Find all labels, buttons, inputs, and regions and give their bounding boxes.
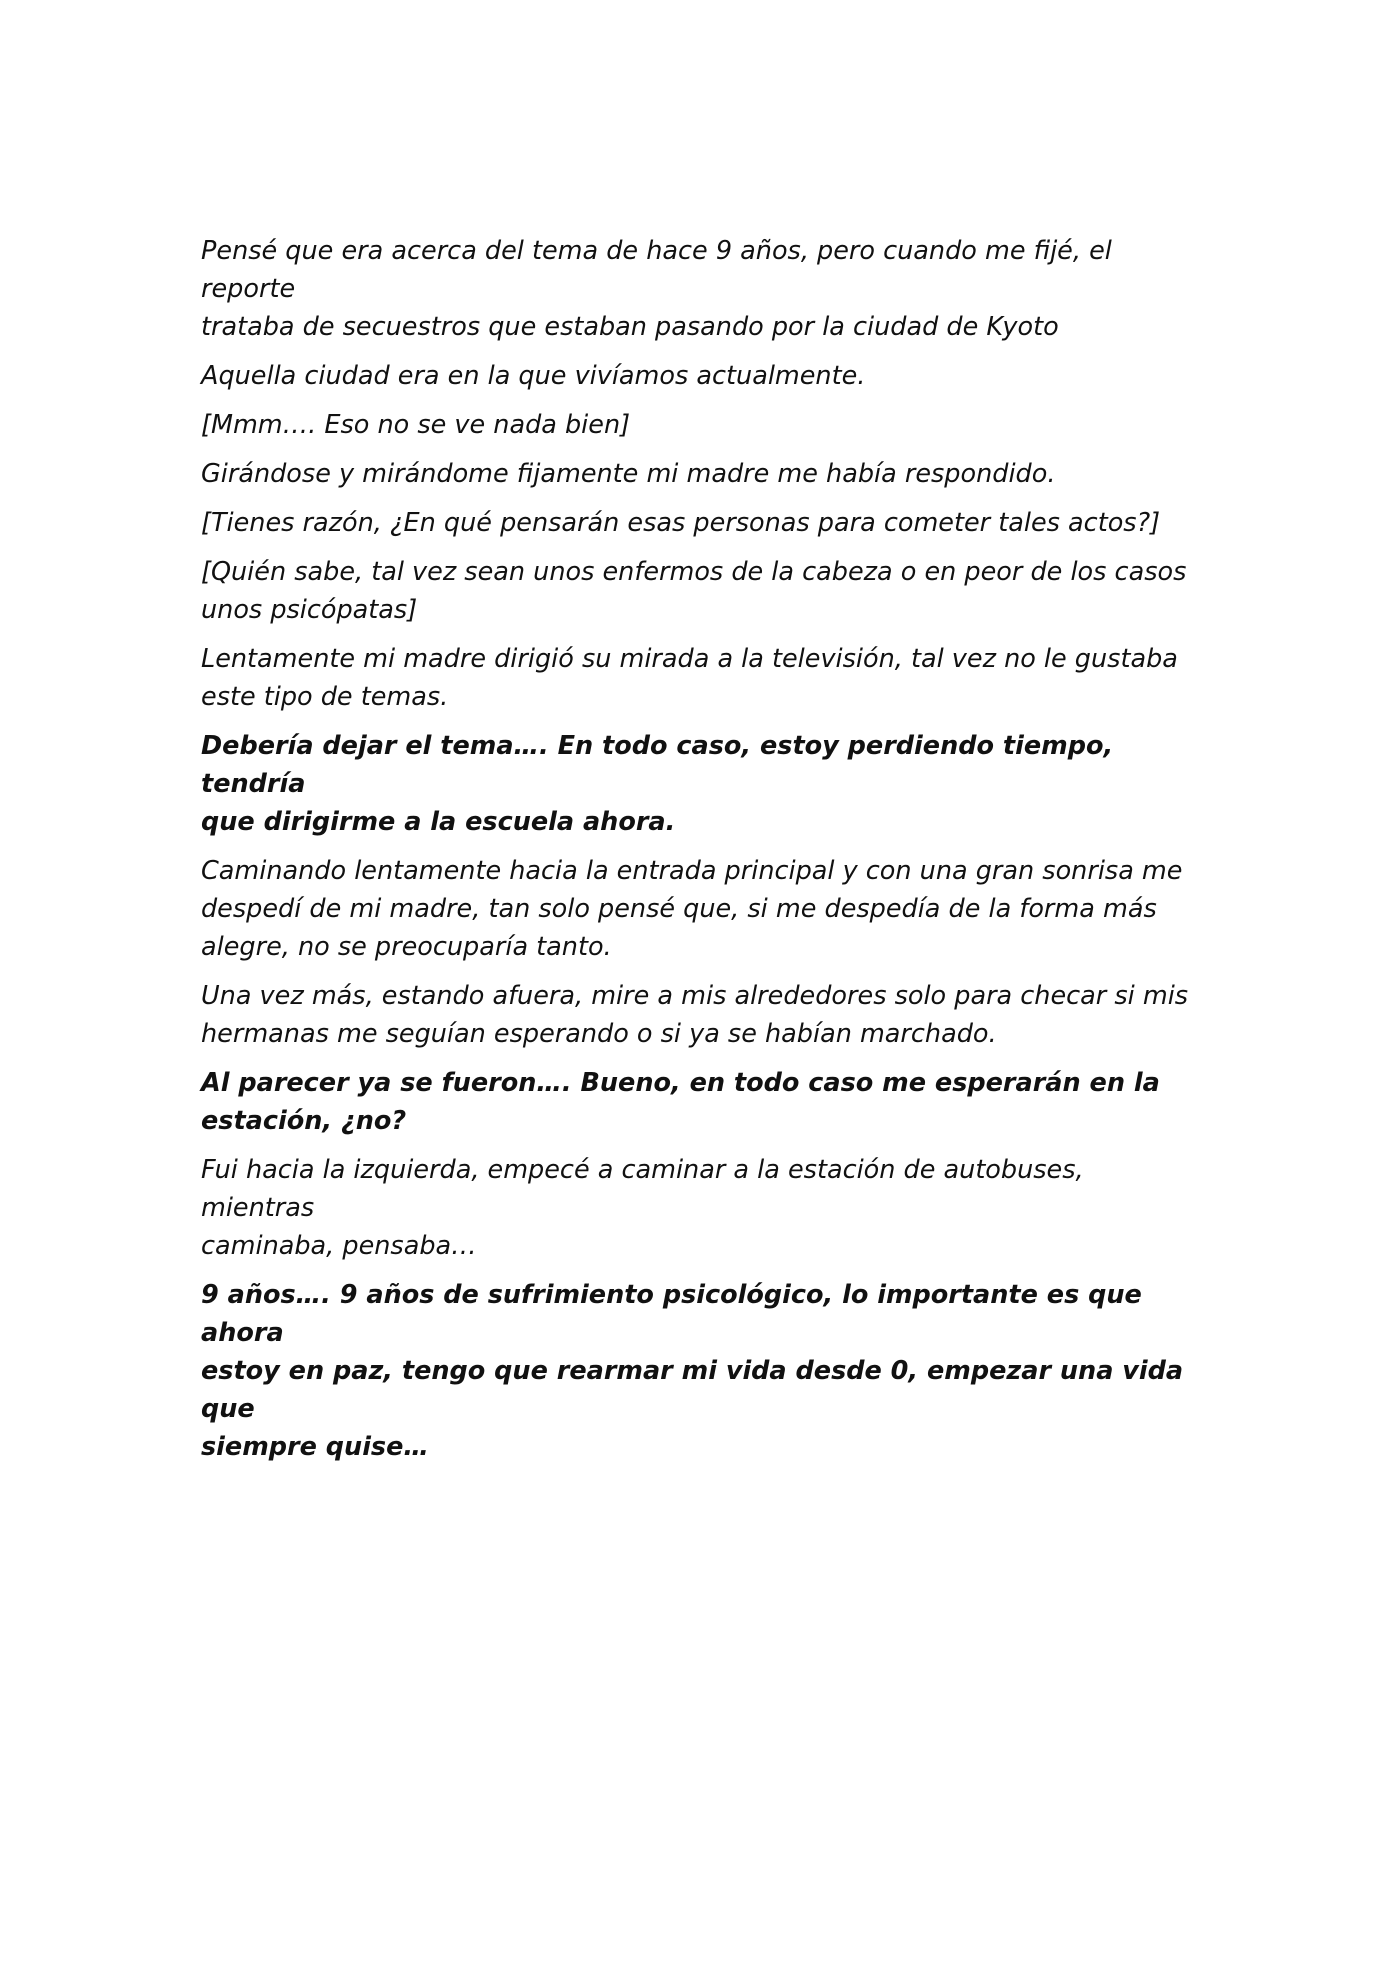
paragraph-10: [201, 977, 1201, 1053]
paragraph-line: Pensé que era acerca del tema de hace 9 años, pero cuando me fijé, el reporte: [201, 236, 1112, 304]
paragraph-line: [Mmm…. Eso no se ve nada bien]: [201, 410, 631, 440]
paragraph-line: este tipo de temas.: [201, 682, 449, 712]
paragraph-line: estoy en paz, tengo que rearmar mi vida desde 0, empezar una vida que: [201, 1356, 1184, 1424]
document-body: [201, 232, 1201, 1477]
paragraph-9: [201, 852, 1201, 966]
paragraph-3: [201, 406, 1201, 444]
paragraph-line: que dirigirme a la escuela ahora.: [201, 807, 676, 837]
paragraph-13: [201, 1276, 1201, 1466]
paragraph-8: [201, 727, 1201, 841]
paragraph-line: [Tienes razón, ¿En qué pensarán esas personas para cometer tales actos?]: [201, 508, 1161, 538]
paragraph-line: Aquella ciudad era en la que vivíamos actualmente.: [201, 361, 866, 391]
paragraph-line: unos psicópatas]: [201, 595, 418, 625]
paragraph-7: [201, 640, 1201, 716]
paragraph-line: Fui hacia la izquierda, empecé a caminar a la estación de autobuses, mientras: [201, 1155, 1084, 1223]
paragraph-line: alegre, no se preocuparía tanto.: [201, 932, 612, 962]
paragraph-line: [Quién sabe, tal vez sean unos enfermos de la cabeza o en peor de los casos: [201, 557, 1187, 587]
paragraph-line: despedí de mi madre, tan solo pensé que, si me despedía de la forma más: [201, 894, 1157, 924]
paragraph-line: caminaba, pensaba…: [201, 1231, 477, 1261]
paragraph-line: estación, ¿no?: [201, 1106, 407, 1136]
paragraph-5: [201, 504, 1201, 542]
paragraph-line: hermanas me seguían esperando o si ya se habían marchado.: [201, 1019, 997, 1049]
paragraph-line: Lentamente mi madre dirigió su mirada a la televisión, tal vez no le gustaba: [201, 644, 1178, 674]
paragraph-4: [201, 455, 1201, 493]
paragraph-line: Una vez más, estando afuera, mire a mis alrededores solo para checar si mis: [201, 981, 1189, 1011]
paragraph-6: [201, 553, 1201, 629]
paragraph-line: Al parecer ya se fueron…. Bueno, en todo caso me esperarán en la: [201, 1068, 1160, 1098]
paragraph-line: Caminando lentamente hacia la entrada principal y con una gran sonrisa me: [201, 856, 1183, 886]
paragraph-line: 9 años…. 9 años de sufrimiento psicológico, lo importante es que ahora: [201, 1280, 1142, 1348]
paragraph-2: [201, 357, 1201, 395]
paragraph-line: Debería dejar el tema…. En todo caso, estoy perdiendo tiempo, tendría: [201, 731, 1114, 799]
paragraph-line: Girándose y mirándome fijamente mi madre me había respondido.: [201, 459, 1056, 489]
paragraph-1: [201, 232, 1201, 346]
paragraph-line: siempre quise…: [201, 1432, 429, 1462]
paragraph-11: [201, 1064, 1201, 1140]
paragraph-line: trataba de secuestros que estaban pasando por la ciudad de Kyoto: [201, 312, 1059, 342]
paragraph-12: [201, 1151, 1201, 1265]
